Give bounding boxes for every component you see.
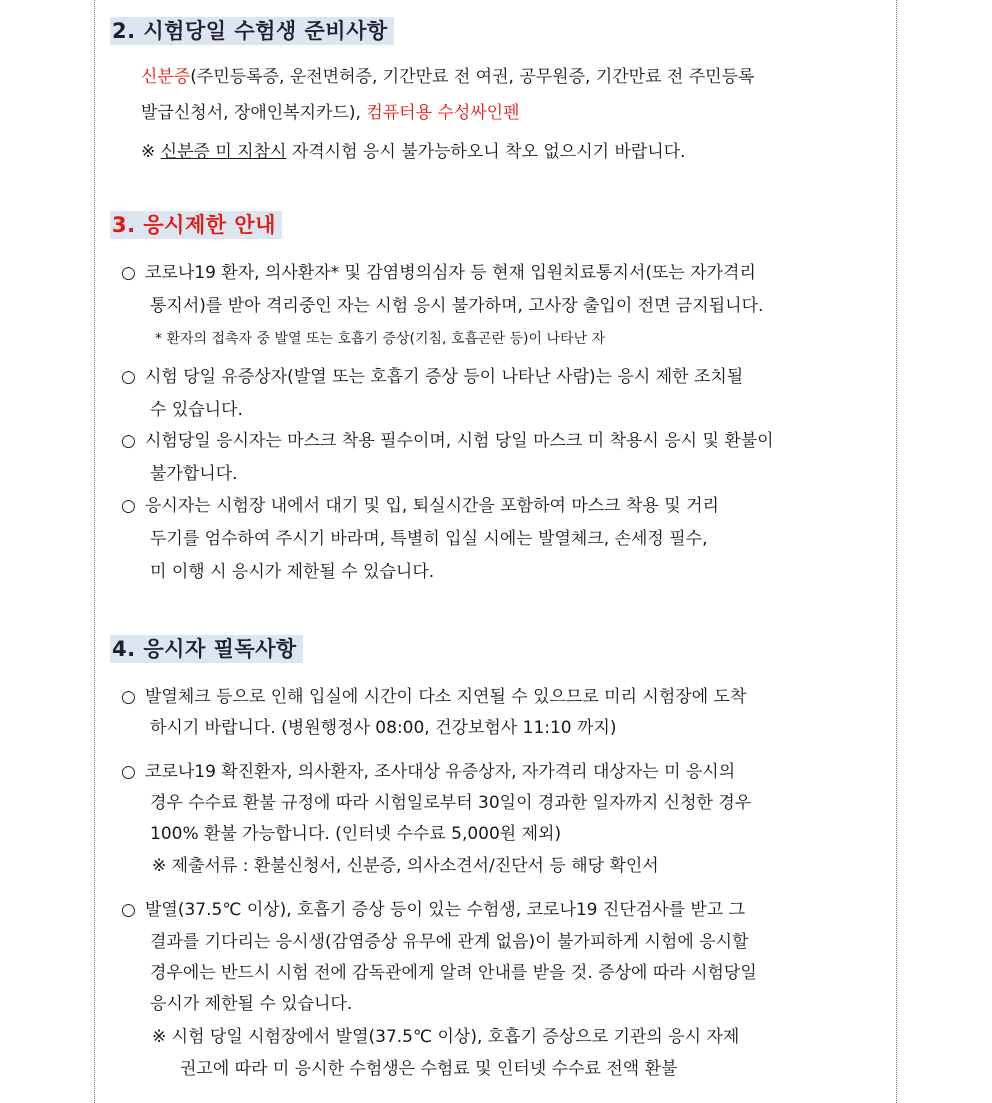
note-mark: ※ [141, 142, 156, 162]
section3-item2-line1 [121, 366, 743, 388]
section4-item3-line4: 응시가 제한될 수 있습니다. [150, 994, 353, 1014]
section4-item3-line3: 경우에는 반드시 시험 전에 감독관에게 알려 안내를 받을 것. 증상에 따라 시험당일 [150, 963, 757, 983]
item-text: 코로나19 확진환자, 의사환자, 조사대상 유증상자, 자가격리 대상자는 미 응시의 [145, 762, 736, 782]
section4-item1-line2: 하시기 바랍니다. (병원행정사 08:00, 건강보험사 11:10 까지) [150, 718, 617, 738]
section3-item4-line3: 미 이행 시 응시가 제한될 수 있습니다. [150, 562, 435, 582]
section4-item3-note1: ※ 시험 당일 시험장에서 발열(37.5℃ 이상), 호흡기 증상으로 기관의 응시 자제 [152, 1027, 740, 1047]
bullet-circle: ○ [121, 263, 136, 283]
item-text: 응시자는 시험장 내에서 대기 및 입, 퇴실시간을 포함하여 마스크 착용 및 거리 [145, 496, 719, 516]
item-text: 시험 당일 유증상자(발열 또는 호흡기 증상 등이 나타난 사람)는 응시 제한 조치될 [145, 367, 744, 387]
item-text: 시험당일 응시자는 마스크 착용 필수이며, 시험 당일 마스크 미 착용시 응시 및 환불이 [145, 431, 774, 451]
section4-item3-note2: 권고에 따라 미 응시한 수험생은 수험료 및 인터넷 수수료 전액 환불 [180, 1059, 678, 1079]
item-text: 코로나19 환자, 의사환자* 및 감염병의심자 등 현재 입원치료통지서(또는 자가격리 [145, 263, 756, 283]
section4-item3-line2: 결과를 기다리는 응시생(감염증상 유무에 관계 없음)이 불가피하게 시험에 응시할 [150, 932, 749, 952]
section3-item3-line2: 불가합니다. [150, 464, 238, 484]
section3-item1-note: * 환자의 접촉자 중 발열 또는 호흡기 증상(기침, 호흡곤란 등)이 나타난 자 [155, 331, 605, 347]
section2-note [141, 141, 686, 163]
section2-id-line1 [141, 66, 754, 88]
section3-item3-line1 [121, 430, 774, 452]
section3-item4-line2: 두기를 엄수하여 주시기 바라며, 특별히 입실 시에는 발열체크, 손세정 필수, [150, 529, 708, 549]
section4-item2-note: ※ 제출서류 : 환불신청서, 신분증, 의사소견서/진단서 등 해당 확인서 [152, 856, 659, 876]
item-text: 발열(37.5℃ 이상), 호흡기 증상 등이 있는 수험생, 코로나19 진단검사를 받고 그 [145, 900, 746, 920]
section3-item1-line1 [121, 262, 756, 284]
section3-heading: 3. 응시제한 안내 [110, 211, 282, 239]
id-card-detail: (주민등록증, 운전면허증, 기간만료 전 여권, 공무원증, 기간만료 전 주민등록 [190, 67, 755, 87]
note-underlined: 신분증 미 지참시 [160, 142, 287, 162]
id-card-detail-2: 발급신청서, 장애인복지카드), [141, 103, 361, 123]
bullet-circle: ○ [121, 762, 136, 782]
section3-item4-line1 [121, 495, 719, 517]
bullet-circle: ○ [121, 496, 136, 516]
section3-item2-line2: 수 있습니다. [150, 400, 243, 420]
bullet-circle: ○ [121, 367, 136, 387]
bullet-circle: ○ [121, 431, 136, 451]
bullet-circle: ○ [121, 900, 136, 920]
section3-item1-line2: 통지서)를 받아 격리중인 자는 시험 응시 불가하며, 고사장 출입이 전면 금지됩니다. [150, 296, 764, 316]
section4-item2-line1 [121, 761, 735, 783]
section2-id-line2 [141, 102, 520, 124]
note-rest: 자격시험 응시 불가능하오니 착오 없으시기 바랍니다. [291, 142, 686, 162]
section4-item3-line1 [121, 899, 745, 921]
section2-heading: 2. 시험당일 수험생 준비사항 [110, 17, 394, 45]
section4-item2-line2: 경우 수수료 환불 규정에 따라 시험일로부터 30일이 경과한 일자까지 신청한 경우 [150, 793, 752, 813]
id-card-label: 신분증 [141, 67, 191, 87]
section4-item1-line1 [121, 686, 746, 708]
section4-item2-line3: 100% 환불 가능합니다. (인터넷 수수료 5,000원 제외) [150, 824, 562, 844]
page-border-right [896, 0, 897, 1103]
pen-label: 컴퓨터용 수성싸인펜 [366, 103, 520, 123]
bullet-circle: ○ [121, 687, 136, 707]
item-text: 발열체크 등으로 인해 입실에 시간이 다소 지연될 수 있으므로 미리 시험장에 도착 [145, 687, 747, 707]
page-border-left [94, 0, 95, 1103]
section4-heading: 4. 응시자 필독사항 [110, 635, 303, 663]
